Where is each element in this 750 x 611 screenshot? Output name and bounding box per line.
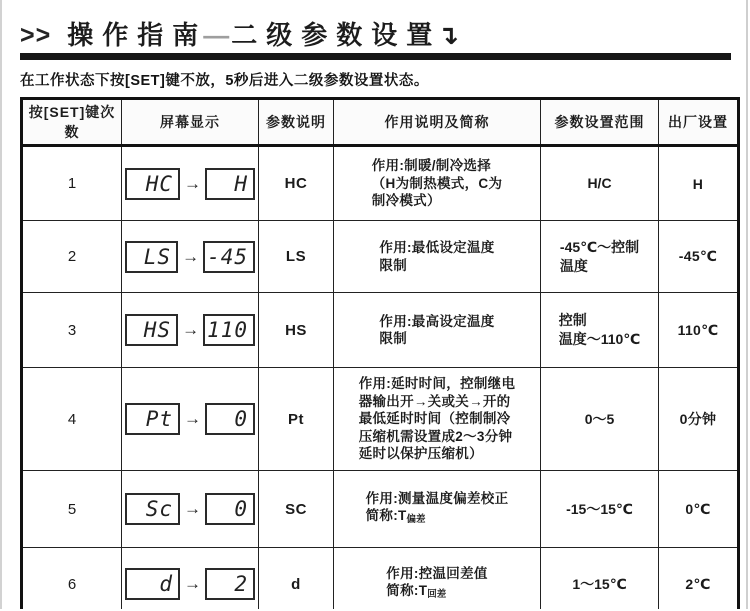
press-count-value: 1 [67,175,77,192]
description-subscript: 偏差 [406,514,426,525]
description-line: 器输出开→关或关→开的 [358,393,511,409]
table-row-3 [22,293,739,368]
press-count-value: 6 [67,575,77,593]
description-line: （H为制热模式，C为 [371,175,503,191]
title-sub: 二级参数设置 [231,20,442,50]
title-divider [20,53,731,60]
lcd-value-text: 0 [234,407,248,431]
setting-range [566,500,633,519]
description-line: 限制 [379,331,407,346]
factory-setting-value: 2℃ [685,575,711,592]
description-line: 作用:控温回差值 [386,565,488,581]
parameter-name-cell [259,221,334,293]
double-chevron-icon: >> [20,20,52,50]
column-header-2: 参数说明 [259,99,334,146]
column-header-3: 作用说明及简称 [334,99,541,146]
description-line: 简称:T [365,508,407,523]
table-header-row [22,99,739,146]
factory-setting-value: 0分钟 [679,411,717,427]
description-subscript: 回差 [427,589,447,600]
column-header-4: 参数设置范围 [541,99,659,146]
set-press-count [22,471,122,548]
lcd-box-value [205,403,255,435]
setting-range-cell [541,471,659,548]
lcd-box-param [125,568,180,600]
description-line: 限制 [379,257,407,273]
column-header-0: 按[SET]键次数 [22,99,122,146]
press-count-value: 2 [67,248,77,265]
lcd-box-param [125,241,178,273]
page-title [67,22,459,48]
set-press-count [22,548,122,610]
table-row-4 [22,368,739,471]
lcd-param-text: HC [145,171,174,196]
lcd-param-text: LS [143,244,172,269]
press-count-value: 4 [67,410,77,428]
screen-display-cell [122,548,259,610]
setting-range-cell [541,146,659,221]
setting-range [585,410,615,429]
range-line: 控制 [558,312,587,328]
parameter-name-cell [259,368,334,471]
table-row-1 [22,146,739,221]
parameter-table [20,97,740,609]
description-line: 延时以保护压缩机） [358,446,483,462]
factory-setting-cell [659,221,739,293]
right-arrow-icon: → [184,409,202,428]
description-line: 作用:测量温度偏差校正 [365,490,509,506]
factory-setting-cell [659,293,739,368]
description-text [379,239,494,274]
lcd-display [125,568,255,600]
right-arrow-icon: → [184,499,202,518]
lcd-box-param [125,403,180,435]
parameter-name: HS [285,321,307,339]
range-line: -15～15℃ [566,500,633,517]
description-line: 作用:制暖/制冷选择 [371,158,491,174]
setting-range [559,311,641,349]
screen-display-cell [122,221,259,293]
lcd-display [125,241,255,273]
function-description-cell [334,548,541,610]
set-press-count [22,368,122,471]
function-description-cell [334,221,541,293]
setting-range [572,575,626,594]
press-count-value: 3 [67,321,77,339]
setting-range [560,238,639,276]
description-line: 制冷模式） [371,193,441,209]
lcd-value-text: -45 [207,244,248,269]
lcd-box-param [125,168,180,200]
description-line: 压缩机需设置成2～3分钟 [358,428,513,444]
range-line: 温度 [559,257,588,274]
parameter-name-cell [259,548,334,610]
column-header-1: 屏幕显示 [122,99,259,146]
lcd-display [125,314,255,346]
setting-range-cell [541,368,659,471]
parameter-name: Pt [288,410,304,428]
factory-setting-value: -45℃ [678,248,718,264]
lcd-param-text: Sc [145,497,174,521]
range-line: 1～15℃ [572,575,627,592]
column-header-5: 出厂设置 [659,99,739,146]
parameter-name: d [291,575,301,593]
set-press-count [22,146,122,221]
setting-range [587,174,611,193]
table-row-2 [22,221,739,293]
intro-text: 在工作状态下按[SET]键不放，5秒后进入二级参数设置状态。 [20,73,429,89]
description-text [359,375,516,463]
function-description-cell [334,368,541,471]
set-press-count [22,293,122,368]
lcd-box-param [125,314,178,346]
title-main: 操作指南 [67,20,208,50]
lcd-display [125,493,255,525]
range-line: 温度～110℃ [558,331,641,347]
lcd-value-text: H [234,171,248,196]
function-description-cell [334,471,541,548]
table-body [22,146,739,610]
factory-setting-value: 110℃ [677,321,719,338]
description-text [379,313,494,348]
range-line: -45℃～控制 [559,238,640,255]
factory-setting-value: H [692,175,704,192]
description-line: 最低延时时间（控制制冷 [358,411,511,427]
lcd-value-text: 0 [234,497,248,521]
screen-display-cell [122,146,259,221]
setting-range-cell [541,293,659,368]
range-line: 0～5 [584,410,615,427]
lcd-param-text: d [159,572,174,596]
right-arrow-icon: → [182,320,200,339]
right-arrow-icon: → [184,173,202,193]
screen-display-cell [122,471,259,548]
table-row-6 [22,548,739,610]
lcd-box-value [205,168,255,200]
lcd-display [125,168,255,200]
factory-setting-value: 0℃ [685,500,711,517]
screen-display-cell [122,293,259,368]
lcd-value-text: 110 [207,318,248,342]
parameter-name: HC [284,175,308,192]
lcd-box-value [205,568,255,600]
lcd-value-text: 2 [234,572,248,596]
description-text [372,157,503,210]
lcd-box-value [203,241,255,273]
lcd-param-text: Pt [145,407,174,431]
lcd-box-value [205,493,255,525]
parameter-name: SC [285,500,307,518]
function-description-cell [334,146,541,221]
right-arrow-icon: → [182,246,200,266]
description-text [366,490,509,529]
factory-setting-cell [659,368,739,471]
range-line: H/C [587,175,612,191]
lcd-param-text: HS [143,318,172,342]
factory-setting-cell [659,146,739,221]
page-header [2,0,746,48]
press-count-value: 5 [67,500,77,518]
parameter-name-cell [259,471,334,548]
screen-display-cell [122,368,259,471]
table-row-5 [22,471,739,548]
setting-range-cell [541,221,659,293]
description-text [386,565,487,604]
parameter-name: LS [285,248,307,265]
lcd-box-param [125,493,180,525]
corner-down-arrow-icon: ↴ [437,20,460,50]
description-line: 作用:最高设定温度 [379,313,495,329]
lcd-display [125,403,255,435]
description-line: 作用:最低设定温度 [379,240,495,255]
function-description-cell [334,293,541,368]
title-dash: — [203,20,230,50]
description-line: 作用:延时时间，控制继电 [358,376,516,392]
lcd-box-value [203,314,255,346]
parameter-name-cell [259,146,334,221]
right-arrow-icon: → [184,574,202,593]
description-line: 简称:T [386,583,428,598]
factory-setting-cell [659,471,739,548]
set-press-count [22,221,122,293]
setting-range-cell [541,548,659,610]
parameter-name-cell [259,293,334,368]
factory-setting-cell [659,548,739,610]
